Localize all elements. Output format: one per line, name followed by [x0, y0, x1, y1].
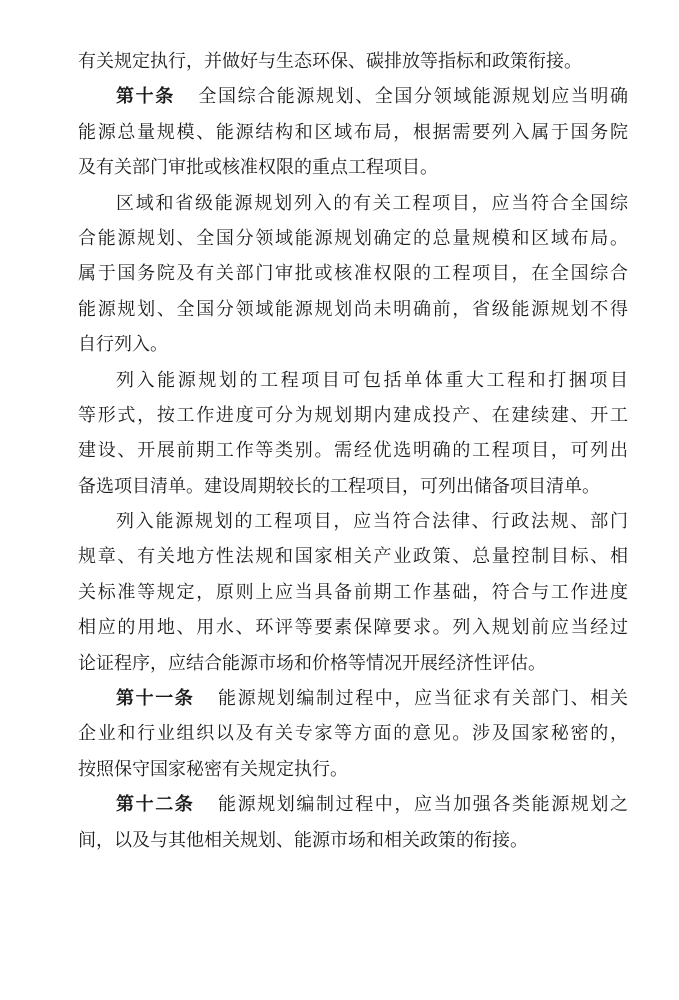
text-segment: 能源规划编制过程中，应当加强各类能源规划之	[216, 794, 628, 816]
text-segment: 全国综合能源规划、全国分领域能源规划应当明确	[196, 86, 628, 108]
text-line: 属于国务院及有关部门审批或核准权限的工程项目，在全国综合	[78, 263, 628, 285]
text-line: 企业和行业组织以及有关专家等方面的意见。涉及国家秘密的，	[78, 723, 628, 745]
document-page	[78, 44, 628, 858]
text-line: 按照保守国家秘密有关规定执行。	[78, 758, 348, 780]
text-line	[78, 79, 628, 114]
paragraph-continuation	[78, 44, 628, 79]
text-line: 能源总量规模、能源结构和区域布局，根据需要列入属于国务院	[78, 121, 628, 143]
text-line: 自行列入。	[78, 334, 168, 356]
text-line: 规章、有关地方性法规和国家相关产业政策、总量控制目标、相	[78, 546, 628, 568]
text-line: 列入能源规划的工程项目可包括单体重大工程和打捆项目	[116, 369, 628, 391]
text-line: 相应的用地、用水、环评等要素保障要求。列入规划前应当经过	[78, 617, 628, 639]
text-segment: 能源规划编制过程中，应当征求有关部门、相关	[216, 688, 628, 710]
text-line: 建设、开展前期工作等类别。需经优选明确的工程项目，可列出	[78, 440, 628, 462]
text-line: 等形式，按工作进度可分为规划期内建成投产、在建续建、开工	[78, 404, 628, 426]
text-line: 备选项目清单。建设周期较长的工程项目，可列出储备项目清单。	[78, 475, 600, 497]
text-line: 间，以及与其他相关规划、能源市场和相关政策的衔接。	[78, 829, 528, 851]
text-line: 列入能源规划的工程项目，应当符合法律、行政法规、部门	[116, 511, 628, 533]
text-line: 及有关部门审批或核准权限的重点工程项目。	[78, 157, 438, 179]
text-line: 论证程序，应结合能源市场和价格等情况开展经济性评估。	[78, 652, 546, 674]
text-line: 合能源规划、全国分领域能源规划确定的总量规模和区域布局。	[78, 227, 628, 249]
text-line: 能源规划、全国分领域能源规划尚未明确前，省级能源规划不得	[78, 298, 628, 320]
article-number: 第十二条	[116, 794, 195, 816]
article-11	[78, 681, 628, 787]
text-line: 有关规定执行，并做好与生态环保、碳排放等指标和政策衔接。	[78, 51, 582, 72]
paragraph-regional-planning	[78, 186, 628, 363]
article-number: 第十一条	[116, 688, 195, 710]
article-number: 第十条	[116, 86, 175, 108]
text-line	[78, 787, 628, 822]
text-line: 关标准等规定，原则上应当具备前期工作基础，符合与工作进度	[78, 581, 628, 603]
paragraph-project-requirements	[78, 504, 628, 681]
text-line	[78, 681, 628, 716]
article-10	[78, 79, 628, 185]
paragraph-project-forms	[78, 363, 628, 505]
article-12	[78, 787, 628, 858]
text-line: 区域和省级能源规划列入的有关工程项目，应当符合全国综	[116, 192, 628, 214]
